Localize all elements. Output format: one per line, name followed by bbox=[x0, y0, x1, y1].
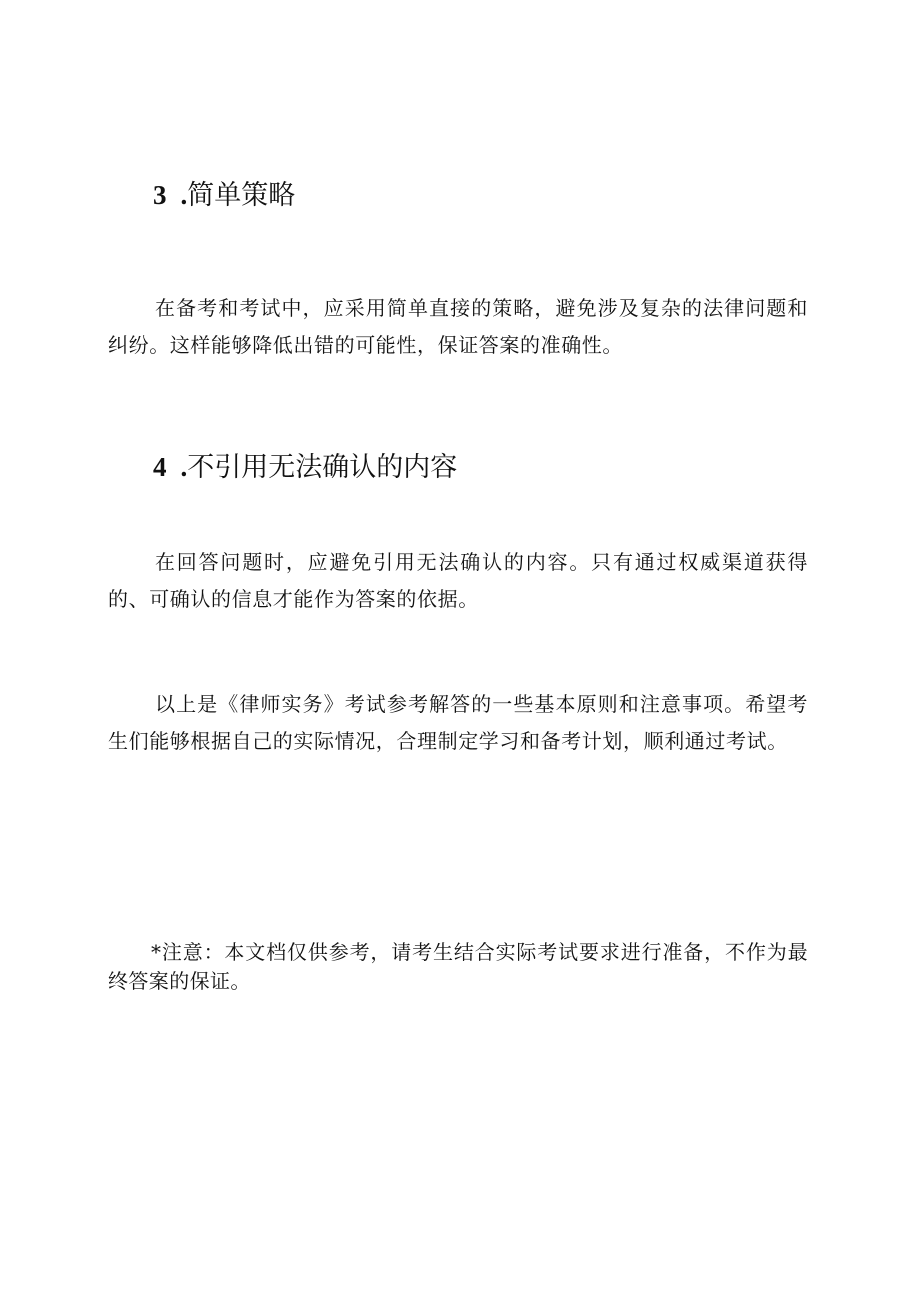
section-3-separator: . bbox=[180, 180, 188, 210]
section-3-title: 简单策略 bbox=[187, 180, 296, 211]
disclaimer-note: *注意：本文档仅供参考，请考生结合实际考试要求进行准备，不作为最终答案的保证。 bbox=[108, 940, 808, 993]
section-4-heading bbox=[153, 450, 457, 485]
conclusion-paragraph: 以上是《律师实务》考试参考解答的一些基本原则和注意事项。希望考生们能够根据自己的实际情况，合理制定学习和备考计划，顺利通过考试。 bbox=[108, 692, 808, 753]
section-4-separator: . bbox=[180, 452, 188, 482]
section-4-title: 不引用无法确认的内容 bbox=[187, 452, 458, 483]
section-4-body: 在回答问题时，应避免引用无法确认的内容。只有通过权威渠道获得的、可确认的信息才能作为答案的依据。 bbox=[108, 550, 808, 611]
section-3-number: 3 bbox=[153, 180, 167, 210]
section-4-number: 4 bbox=[153, 452, 167, 482]
section-3-body: 在备考和考试中，应采用简单直接的策略，避免涉及复杂的法律问题和纠纷。这样能够降低出错的可能性，保证答案的准确性。 bbox=[108, 296, 808, 357]
section-3-heading bbox=[153, 178, 295, 213]
